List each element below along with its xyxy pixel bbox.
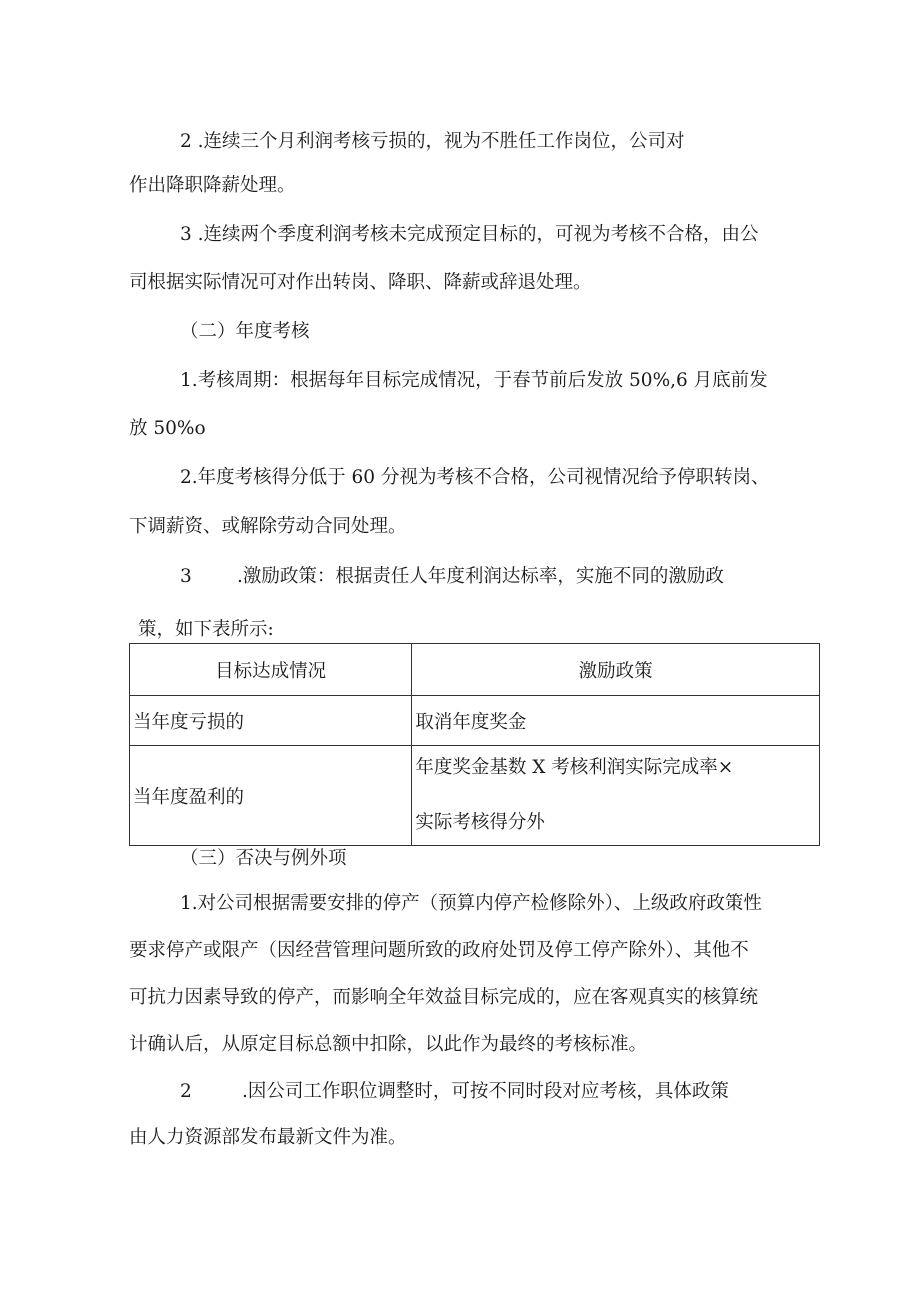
table-row — [130, 696, 820, 746]
incentive-policy-table — [129, 643, 820, 846]
annual-item-1-line-2: 放 50%o — [129, 418, 206, 439]
table-header-target: 目标达成情况 — [130, 644, 412, 696]
section-heading-annual: （二）年度考核 — [180, 321, 310, 342]
exception-item-1-line-2: 要求停产或限产（因经营管理问题所致的政府处罚及停工停产除外）、其他不 — [129, 940, 749, 961]
exception-item-2-line-2: 由人力资源部发布最新文件为准。 — [129, 1127, 407, 1148]
exception-item-1-line-4: 计确认后，从原定目标总额中扣除，以此作为最终的考核标准。 — [129, 1034, 648, 1055]
section-heading-exceptions: （三）否决与例外项 — [180, 848, 347, 869]
paragraph-2-line-2: 作出降职降薪处理。 — [129, 175, 296, 196]
table-cell-condition: 当年度亏损的 — [130, 696, 412, 746]
annual-item-2-line-1: 2.年度考核得分低于 60 分视为考核不合格，公司视情况给予停职转岗、 — [180, 467, 770, 488]
table-cell-policy — [412, 746, 820, 846]
exception-item-2-number: 2 — [180, 1081, 192, 1102]
table-cell-condition: 当年度盈利的 — [130, 746, 412, 846]
table-header-row — [130, 644, 820, 696]
annual-item-3-line-2: 策，如下表所示: — [138, 619, 274, 640]
exception-item-1-line-3: 可抗力因素导致的停产，而影响全年效益目标完成的，应在客观真实的核算统 — [129, 987, 759, 1008]
table-row — [130, 746, 820, 846]
annual-item-2-line-2: 下调薪资、或解除劳动合同处理。 — [129, 516, 407, 537]
annual-item-1-line-1: 1.考核周期：根据每年目标完成情况，于春节前后发放 50%,6 月底前发 — [180, 370, 768, 391]
annual-item-3-line-1: .激励政策：根据责任人年度利润达标率，实施不同的激励政 — [237, 566, 724, 587]
exception-item-2-line-1: .因公司工作职位调整时，可按不同时段对应考核，具体政策 — [242, 1081, 729, 1102]
table-cell-policy-line-1: 年度奖金基数 X 考核利润实际完成率× — [415, 756, 734, 778]
paragraph-2-line-1: 2 .连续三个月利润考核亏损的，视为不胜任工作岗位，公司对 — [180, 131, 685, 152]
table-cell-policy: 取消年度奖金 — [412, 696, 820, 746]
paragraph-3-line-1: 3 .连续两个季度利润考核未完成预定目标的，可视为考核不合格，由公 — [180, 224, 759, 245]
table-header-policy: 激励政策 — [412, 644, 820, 696]
exception-item-1-line-1: 1.对公司根据需要安排的停产（预算内停产检修除外）、上级政府政策性 — [180, 893, 762, 914]
annual-item-3-number: 3 — [180, 566, 192, 587]
table-cell-policy-line-2: 实际考核得分外 — [415, 812, 545, 833]
paragraph-3-line-2: 司根据实际情况可对作出转岗、降职、降薪或辞退处理。 — [129, 272, 592, 293]
